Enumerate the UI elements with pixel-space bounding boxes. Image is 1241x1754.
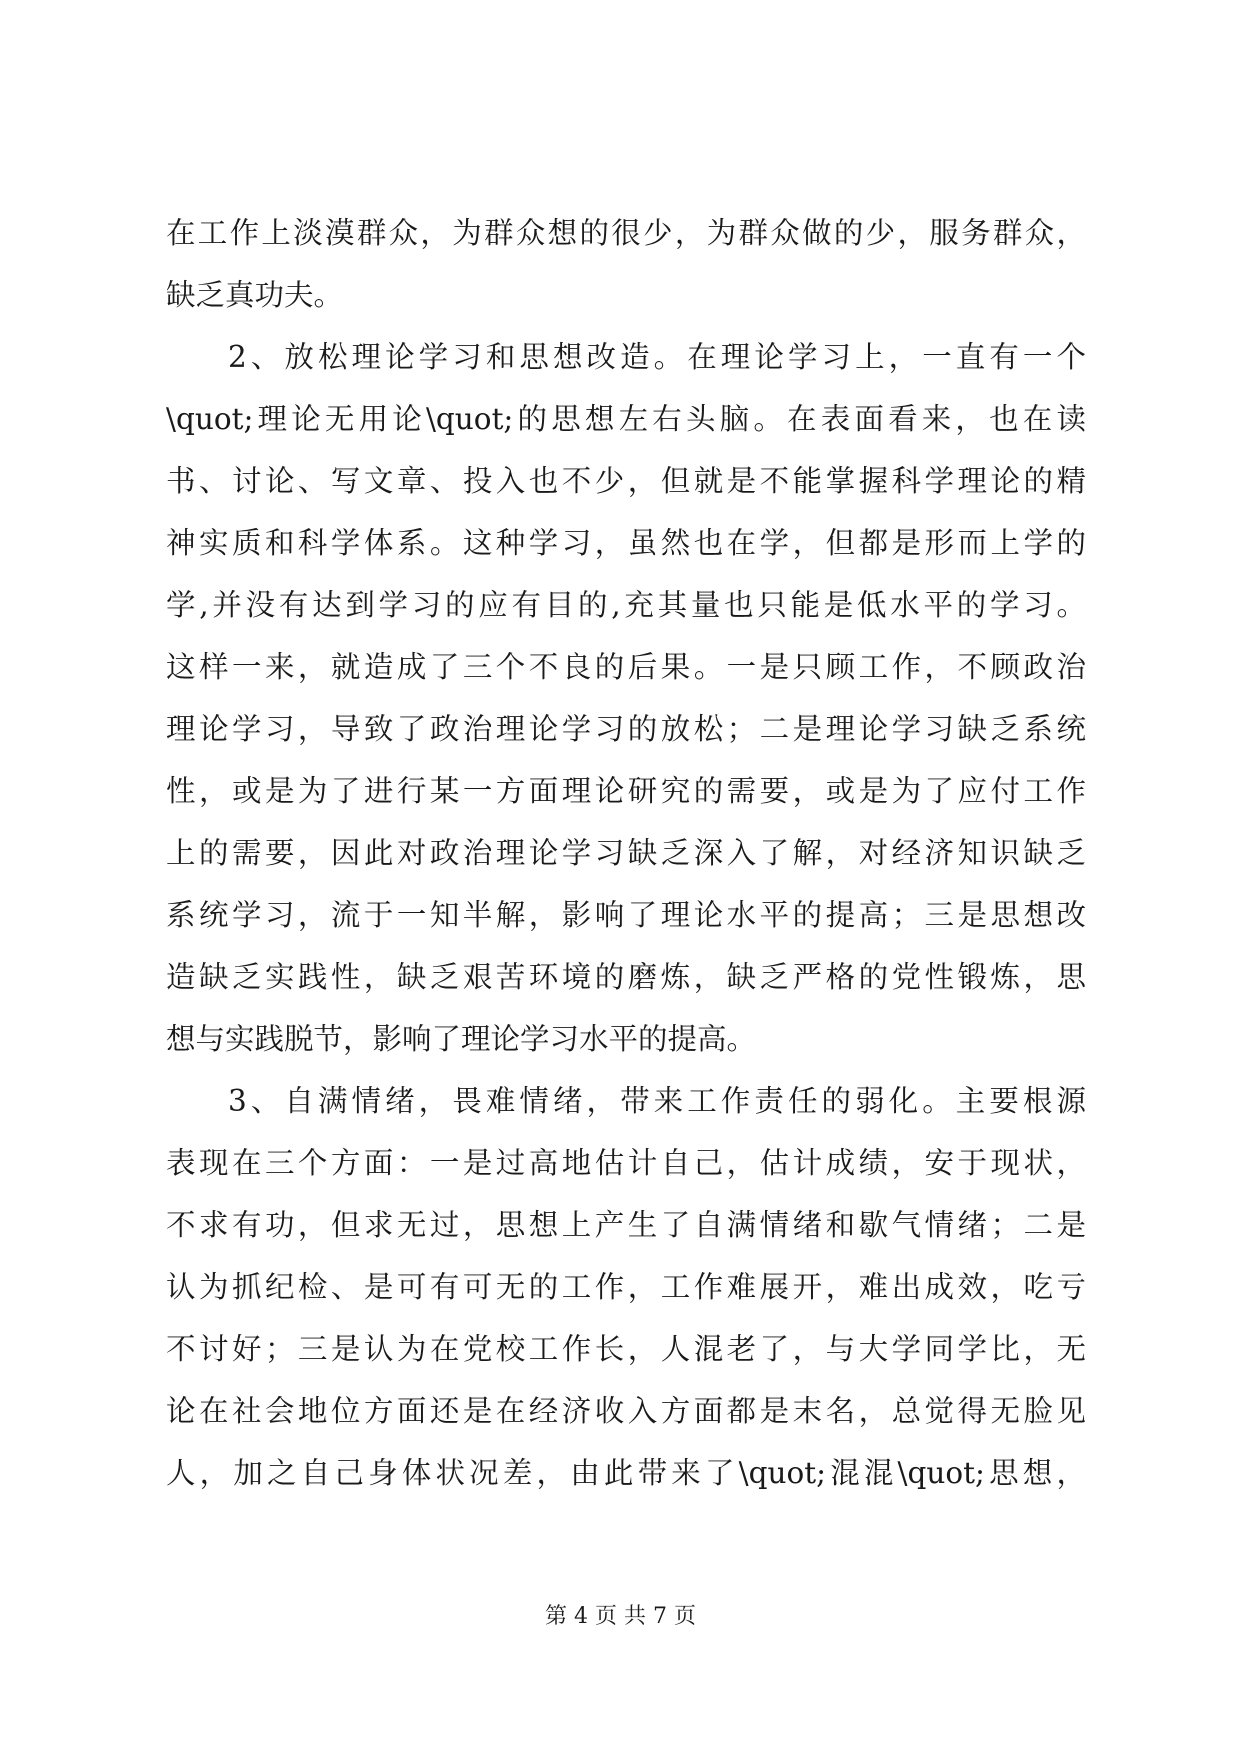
text-line: 论在社会地位方面还是在经济收入方面都是末名，总觉得无脸见	[166, 1394, 1086, 1428]
text-line: 不讨好；三是认为在党校工作长，人混老了，与大学同学比，无	[166, 1332, 1086, 1366]
paragraph-start-line: 3、自满情绪，畏难情绪，带来工作责任的弱化。主要根源	[228, 1084, 1086, 1118]
text-line: \quot;理论无用论\quot;的思想左右头脑。在表面看来，也在读	[166, 402, 1086, 436]
text-line: 认为抓纪检、是可有可无的工作，工作难展开，难出成效，吃亏	[166, 1270, 1086, 1304]
text-line: 缺乏真功夫。	[166, 278, 344, 312]
text-line: 造缺乏实践性，缺乏艰苦环境的磨炼，缺乏严格的党性锻炼，思	[166, 960, 1086, 994]
page-footer	[0, 1602, 1241, 1632]
text-line: 学,并没有达到学习的应有目的,充其量也只能是低水平的学习。	[166, 588, 1086, 622]
text-line: 想与实践脱节，影响了理论学习水平的提高。	[166, 1022, 757, 1056]
text-line: 这样一来，就造成了三个不良的后果。一是只顾工作，不顾政治	[166, 650, 1086, 684]
document-body	[166, 202, 1086, 1504]
paragraph-start-line: 2、放松理论学习和思想改造。在理论学习上，一直有一个	[228, 340, 1086, 374]
text-line: 不求有功，但求无过，思想上产生了自满情绪和歇气情绪；二是	[166, 1208, 1086, 1242]
text-line: 系统学习，流于一知半解，影响了理论水平的提高；三是思想改	[166, 898, 1086, 932]
page-number-label: 第 4 页 共 7 页	[545, 1604, 696, 1629]
text-line: 人，加之自己身体状况差，由此带来了\quot;混混\quot;思想，	[166, 1456, 1086, 1490]
text-line: 上的需要，因此对政治理论学习缺乏深入了解，对经济知识缺乏	[166, 836, 1086, 870]
text-line: 神实质和科学体系。这种学习，虽然也在学，但都是形而上学的	[166, 526, 1086, 560]
text-line: 书、讨论、写文章、投入也不少，但就是不能掌握科学理论的精	[166, 464, 1086, 498]
text-line: 在工作上淡漠群众，为群众想的很少，为群众做的少，服务群众，	[166, 216, 1086, 250]
text-line: 性，或是为了进行某一方面理论研究的需要，或是为了应付工作	[166, 774, 1086, 808]
text-line: 理论学习，导致了政治理论学习的放松；二是理论学习缺乏系统	[166, 712, 1086, 746]
text-line: 表现在三个方面：一是过高地估计自己，估计成绩，安于现状，	[166, 1146, 1086, 1180]
